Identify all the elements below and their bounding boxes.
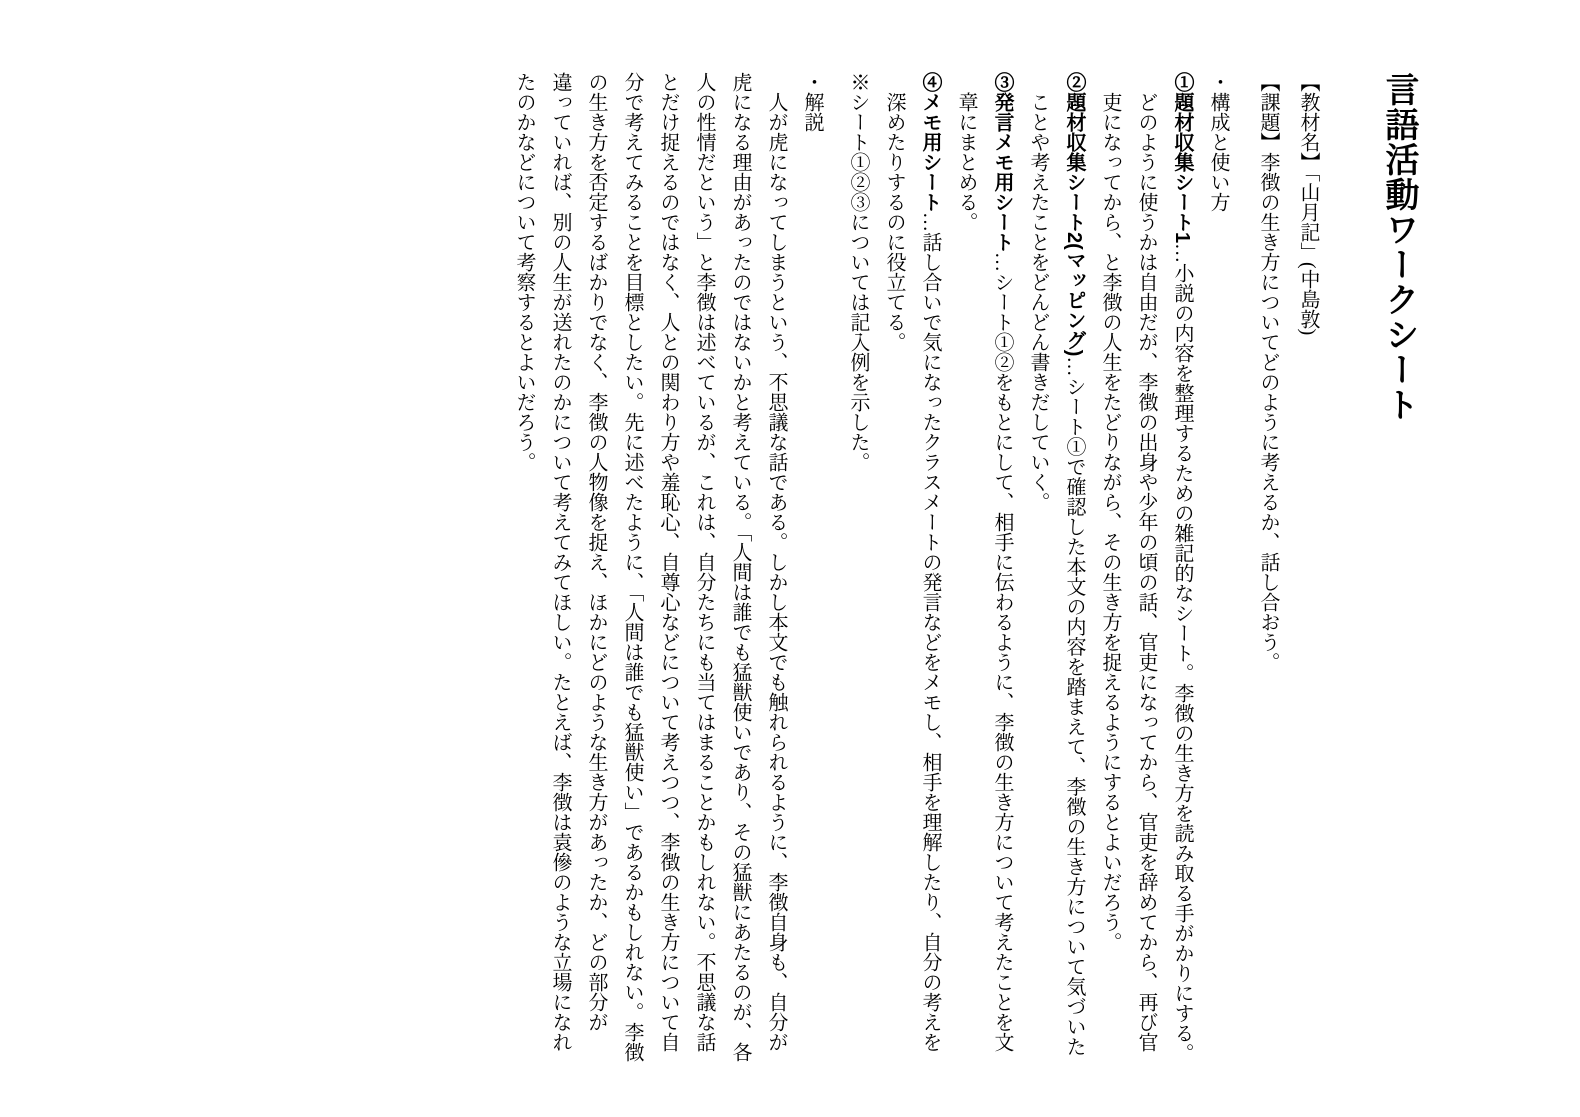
sheet-item-4-description: …話し合いで気になったクラスメートの発言などをメモし、相手を理解したり、自分の考えを深めたりするのに役立てる。 (883, 92, 941, 1052)
document-title: 言語活動ワークシート (1380, 72, 1418, 422)
sheet-item-1-label: ①題材収集シート1 (1171, 72, 1193, 244)
sheet-item-4 (876, 72, 948, 1064)
task-line: 【課題】李徴の生き方についてどのように考えるか、話し合おう。 (1257, 72, 1279, 672)
commentary-paragraph: 人が虎になってしまうという、不思議な話である。しかし本文でも触れられるように、李徴自身も、自分が虎になる理由があったのではないかと考えている。「人間は誰でも猛獣使いであり、その猛獣にあたるのが、各人の性情だという」と李徴は述べているが、これは、自分たちにも当てはまることかもしれない。不思議な話とだけ捉えるのではなく、人との関わり方や羞恥心、自尊心などについて考えつつ、李徴の生き方について自分で考えてみることを目標としたい。先に述べたように、「人間は誰でも猛獣使い」であるかもしれない。李徴の生き方を否定するばかりでなく、李徴の人物像を捉え、ほかにどのような生き方があったか、どの部分が違っていれば、別の人生が送れたのかについて考えてみてほしい。たとえば、李徴は袁傪のような立場になれたのかなどについて考察するとよいだろう。 (513, 72, 787, 1062)
sheet-item-3 (948, 72, 1020, 1064)
vertical-text-area (506, 72, 1422, 1064)
example-note-line: ※シート①②③については記入例を示した。 (847, 72, 869, 472)
sheet-item-1-description: …小説の内容を整理するための雑記的なシート。李徴の生き方を読み取る手がかりにする。どのように使うかは自由だが、李徴の出身や少年の頃の話、官吏になってから、官吏を辞めてから、再び官吏になってから、と李徴の人生をたどりながら、その生き方を捉えるようにするとよいだろう。 (1099, 92, 1193, 1064)
commentary-heading: ・解説 (801, 72, 823, 132)
sheet-item-3-description: …シート①②をもとにして、相手に伝わるように、李徴の生き方について考えたことを文章にまとめる。 (955, 92, 1013, 1052)
sheet-item-2 (1020, 72, 1092, 1064)
sheet-item-2-label: ②題材収集シート2(マッピング) (1063, 72, 1085, 357)
sheet-item-1 (1092, 72, 1200, 1064)
sheet-item-3-label: ③発言メモ用シート (991, 72, 1013, 252)
sheet-item-2-description: …シート①で確認した本文の内容を踏まえて、李徴の生き方について気づいたことや考えたことをどんどん書きだしていく。 (1027, 92, 1085, 1057)
sheet-item-4-label: ④メモ用シート (919, 72, 941, 212)
material-name-line: 【教材名】「山月記」(中島敦) (1297, 72, 1319, 336)
structure-usage-heading: ・構成と使い方 (1207, 72, 1229, 212)
